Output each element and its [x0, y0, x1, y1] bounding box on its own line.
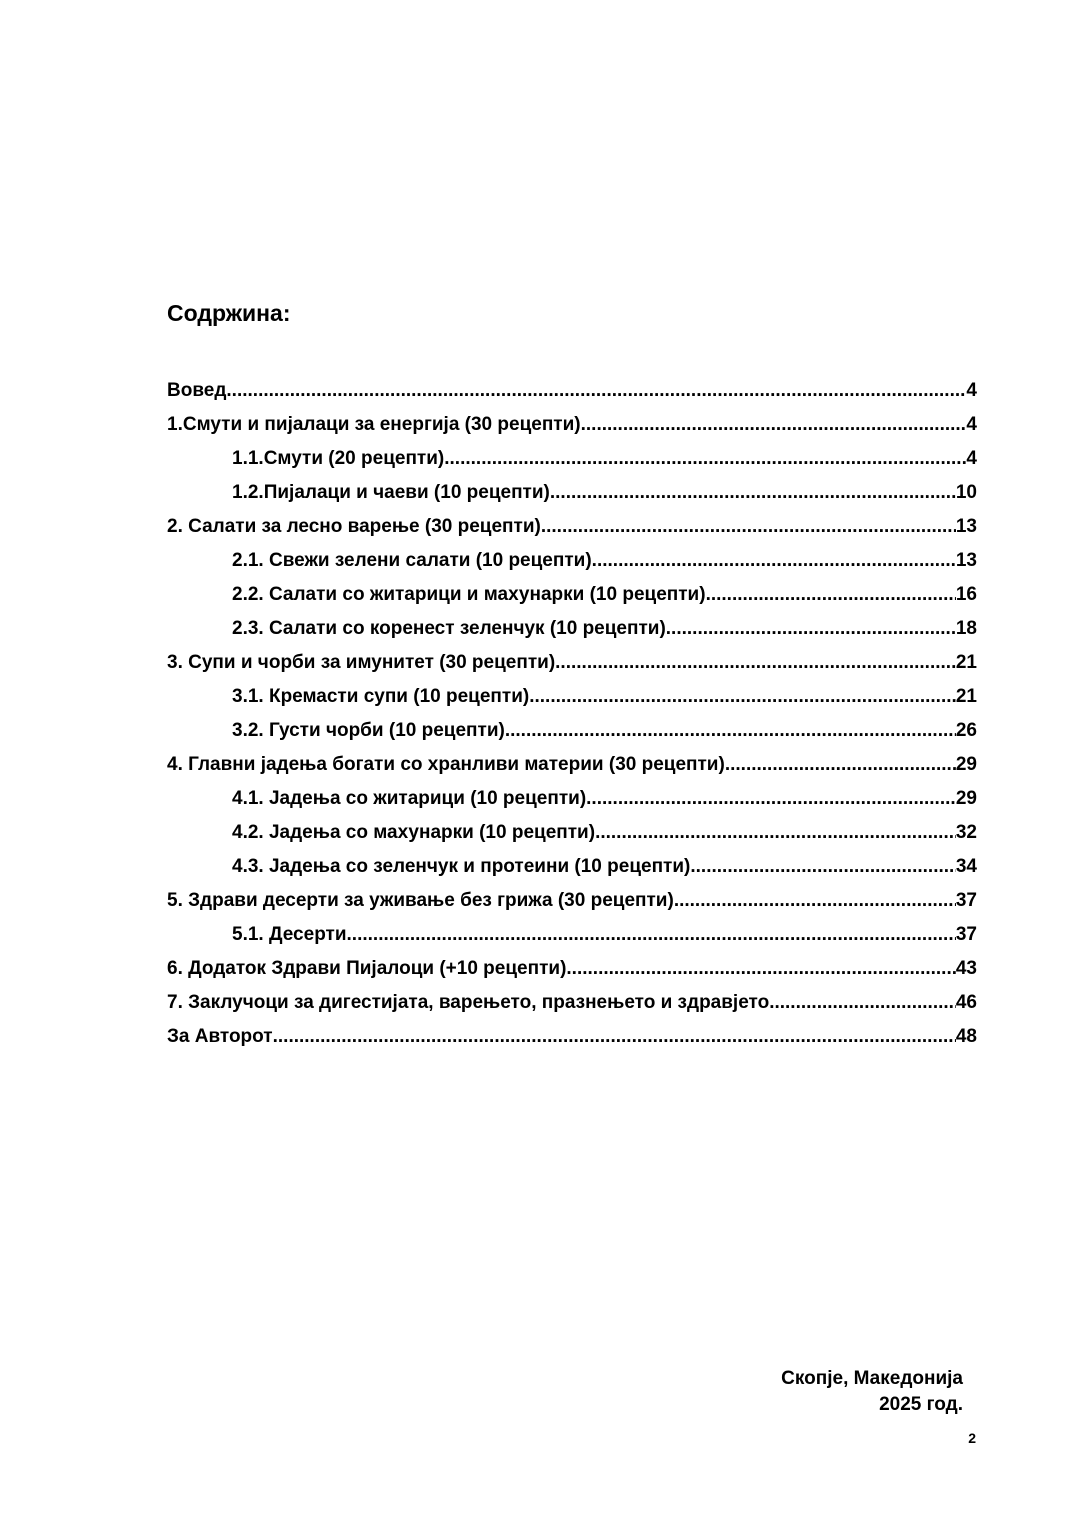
toc-heading: Содржина:	[167, 300, 291, 326]
toc-entry[interactable]	[167, 818, 977, 852]
toc-entry[interactable]	[167, 920, 977, 954]
toc-entry-page: 21	[955, 686, 977, 707]
toc-entry[interactable]	[167, 988, 977, 1022]
toc-dot-leader	[706, 580, 956, 610]
toc-dot-leader	[581, 410, 967, 440]
toc-entry-page: 37	[955, 924, 977, 945]
toc-entry-title: Пијалаци и чаеви (10 рецепти)	[263, 482, 550, 503]
toc-dot-leader	[592, 546, 956, 576]
toc-entry-title: 2. Салати за лесно варење (30 рецепти)	[167, 516, 541, 537]
table-of-contents	[167, 376, 977, 1056]
toc-entry[interactable]	[167, 784, 977, 818]
toc-entry[interactable]	[167, 852, 977, 886]
footer-place-text: Скопје, Македонија	[781, 1368, 963, 1389]
toc-entry-page: 4	[966, 448, 977, 469]
toc-entry-title: 4. Главни јадења богати со хранливи материи (30 рецепти)	[167, 754, 725, 775]
footer-year-text: 2025 год.	[879, 1394, 963, 1415]
toc-entry-number: 1.	[167, 414, 183, 435]
toc-entry-page: 10	[955, 482, 977, 503]
toc-dot-leader	[550, 478, 956, 508]
toc-entry-title: 2.1. Свежи зелени салати (10 рецепти)	[232, 550, 592, 571]
toc-entry-page: 4	[966, 380, 977, 401]
toc-dot-leader	[347, 920, 956, 950]
toc-dot-leader	[226, 376, 966, 406]
toc-entry[interactable]	[167, 682, 977, 716]
toc-entry-title: Смути (20 рецепти)	[263, 448, 445, 469]
toc-entry-number: 1.2.	[232, 482, 264, 503]
toc-entry-page: 16	[955, 584, 977, 605]
toc-dot-leader	[444, 444, 966, 474]
toc-dot-leader	[666, 614, 956, 644]
toc-entry-page: 18	[955, 618, 977, 639]
toc-entry-page: 37	[955, 890, 977, 911]
toc-entry-page: 29	[955, 788, 977, 809]
toc-entry-page: 21	[955, 652, 977, 673]
toc-entry-title: Смути и пијалаци за енергија (30 рецепти)	[182, 414, 581, 435]
toc-entry[interactable]	[167, 410, 977, 444]
toc-dot-leader	[555, 648, 956, 678]
toc-entry-page: 26	[955, 720, 977, 741]
toc-entry-title: 4.2. Јадења со махунарки (10 рецепти)	[232, 822, 596, 843]
toc-entry-title: За Авторот	[167, 1026, 273, 1047]
toc-entry[interactable]	[167, 716, 977, 750]
toc-entry-title: 4.3. Јадења со зеленчук и протеини (10 рецепти)	[232, 856, 691, 877]
toc-entry[interactable]	[167, 376, 977, 410]
toc-entry-page: 29	[955, 754, 977, 775]
toc-entry-page: 46	[955, 992, 977, 1013]
toc-entry-page: 32	[955, 822, 977, 843]
toc-entry-title: 6. Додаток Здрави Пијалоци (+10 рецепти)	[167, 958, 567, 979]
toc-entry-page: 43	[955, 958, 977, 979]
toc-dot-leader	[541, 512, 956, 542]
toc-entry-title: 7. Заклучоци за дигестијата, варењето, празнењето и здравјето	[167, 992, 770, 1013]
toc-dot-leader	[674, 886, 956, 916]
toc-entry-title: 2.3. Салати со коренест зеленчук (10 рецепти)	[232, 618, 666, 639]
toc-entry[interactable]	[167, 444, 977, 478]
toc-entry[interactable]	[167, 954, 977, 988]
toc-entry-title: 4.1. Јадења со житарици (10 рецепти)	[232, 788, 587, 809]
toc-entry[interactable]	[167, 512, 977, 546]
toc-entry-title: 5. Здрави десерти за уживање без грижа (30 рецепти)	[167, 890, 674, 911]
toc-entry-page: 13	[955, 550, 977, 571]
toc-dot-leader	[529, 682, 956, 712]
toc-dot-leader	[566, 954, 955, 984]
toc-entry[interactable]	[167, 614, 977, 648]
toc-entry-page: 34	[955, 856, 977, 877]
toc-dot-leader	[273, 1022, 956, 1052]
toc-entry-title: 5.1. Десерти	[232, 924, 347, 945]
toc-entry-title: 3.1. Кремасти супи (10 рецепти)	[232, 686, 530, 707]
toc-dot-leader	[769, 988, 956, 1018]
toc-entry[interactable]	[167, 886, 977, 920]
toc-dot-leader	[690, 852, 955, 882]
toc-entry-title: 2.2. Салати со житарици и махунарки (10 рецепти)	[232, 584, 706, 605]
page-number: 2	[968, 1430, 976, 1446]
toc-dot-leader	[725, 750, 956, 780]
toc-dot-leader	[505, 716, 956, 746]
toc-entry[interactable]	[167, 580, 977, 614]
toc-entry-page: 4	[966, 414, 977, 435]
toc-entry[interactable]	[167, 1022, 977, 1056]
toc-entry-title: 3.2. Густи чорби (10 рецепти)	[232, 720, 505, 741]
toc-entry[interactable]	[167, 478, 977, 512]
toc-entry-page: 13	[955, 516, 977, 537]
toc-entry[interactable]	[167, 546, 977, 580]
footer-location	[781, 1366, 963, 1418]
toc-entry-title: Вовед	[167, 380, 227, 401]
toc-entry[interactable]	[167, 750, 977, 784]
toc-entry-page: 48	[955, 1026, 977, 1047]
toc-entry-title: 3. Супи и чорби за имунитет (30 рецепти)	[167, 652, 556, 673]
toc-dot-leader	[595, 818, 956, 848]
toc-entry[interactable]	[167, 648, 977, 682]
toc-entry-number: 1.1.	[232, 448, 264, 469]
toc-dot-leader	[586, 784, 956, 814]
